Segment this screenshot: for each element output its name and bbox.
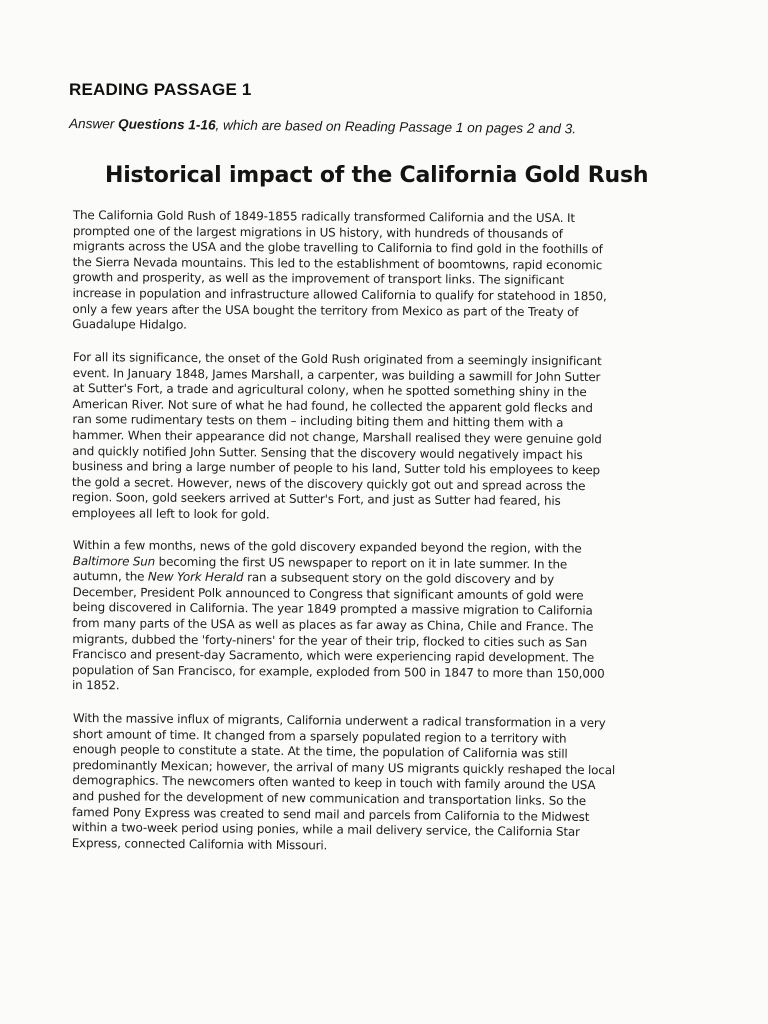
text-fragment: ran a subsequent story on the gold discovery and by xyxy=(243,570,555,587)
text-line: region. Soon, gold seekers arrived at Sutter's Fort, and just as Sutter had feared, his xyxy=(71,490,561,508)
paragraph-4 xyxy=(72,711,685,857)
text-line: and pushed for the development of new communication and transportation links. So the xyxy=(72,789,587,809)
newspaper-name-herald: New York Herald xyxy=(147,569,244,585)
section-heading: READING PASSAGE 1 xyxy=(69,80,252,99)
text-line: predominantly Mexican; however, the arrival of many US migrants quickly reshaped the local xyxy=(72,757,616,778)
text-line: business and bring a large number of people to his land, Sutter told his employees to keep xyxy=(72,458,601,478)
text-line: Guadalupe Hidalgo. xyxy=(72,317,187,332)
text-line: only a few years after the USA bought the territory from Mexico as part of the Treaty of xyxy=(72,301,579,319)
text-line: within a two-week period using ponies, while a mail delivery service, the California Star xyxy=(71,820,580,840)
text-line: Within a few months, news of the gold discovery expanded beyond the region, with the xyxy=(72,538,582,556)
text-line: and quickly notified John Sutter. Sensing that the discovery would negatively impact his xyxy=(72,443,583,462)
text-line: Express, connected California with Missouri. xyxy=(71,835,328,853)
paragraph-1 xyxy=(72,208,685,336)
text-line: employees all left to look for gold. xyxy=(71,505,270,522)
text-line: being discovered in California. The year 1849 prompted a massive migration to California xyxy=(72,600,593,619)
text-line: migrants, dubbed the 'forty-niners' for the year of their trip, flocked to cities such as San xyxy=(72,631,588,650)
text-line: With the massive influx of migrants, California underwent a radical transformation in a very xyxy=(72,711,606,731)
text-line: enough people to constitute a state. At the time, the population of California was still xyxy=(72,742,568,762)
text-line: population of San Francisco, for example, exploded from 500 in 1847 to more than 150,000 xyxy=(72,663,605,681)
article-body xyxy=(73,208,685,869)
text-line: growth and prosperity, as well as the improvement of transport links. The significant xyxy=(72,270,564,288)
text-line: ran some rudimentary tests on them – including biting them and hitting them with a xyxy=(72,412,564,430)
text-line: December, President Polk announced to Congress that significant amounts of gold were xyxy=(72,585,584,603)
text-line: prompted one of the largest migrations in US history, with hundreds of thousands of xyxy=(72,223,563,241)
instruction-post: , which are based on Reading Passage 1 on pages 2 and 3. xyxy=(215,117,577,137)
text-line: the gold a secret. However, news of the discovery quickly got out and spread across the xyxy=(71,474,586,493)
text-line: event. In January 1848, James Marshall, a carpenter, was building a sawmill for John Sutter xyxy=(72,365,601,384)
text-line: hammer. When their appearance did not change, Marshall realised they were genuine gold xyxy=(72,427,602,446)
article-title: Historical impact of the California Gold Rush xyxy=(105,163,649,188)
paragraph-3 xyxy=(72,538,685,698)
instruction-line xyxy=(69,116,576,136)
instruction-pre: Answer xyxy=(68,116,119,132)
text-line: For all its significance, the onset of the Gold Rush originated from a seemingly insignificant xyxy=(72,349,602,368)
text-line: demographics. The newcomers often wanted to keep in touch with family around the USA xyxy=(72,773,596,793)
text-line: famed Pony Express was created to send mail and parcels from California to the Midwest xyxy=(71,804,590,824)
text-line: Francisco and present-day Sacramento, which were experiencing rapid development. The xyxy=(72,647,595,666)
text-line: short amount of time. It changed from a sparsely populated region to a territory with xyxy=(72,726,567,746)
text-line: The California Gold Rush of 1849-1855 radically transformed California and the USA. It xyxy=(72,208,575,226)
paragraph-2 xyxy=(72,350,685,526)
text-line: American River. Not sure of what he had found, he collected the apparent gold flecks and xyxy=(72,396,593,415)
text-fragment: autumn, the xyxy=(72,569,148,584)
text-line: the Sierra Nevada mountains. This led to the establishment of boomtowns, rapid economic xyxy=(72,254,603,273)
text-line: in 1852. xyxy=(71,678,120,693)
text-line: from many parts of the USA as well as places as far away as China, Chile and France. The xyxy=(72,616,594,634)
text-line: migrants across the USA and the globe travelling to California to find gold in the foothills of xyxy=(72,239,603,257)
instruction-questions: Questions 1-16 xyxy=(118,116,216,133)
text-line: increase in population and infrastructure allowed California to qualify for statehood in 1850, xyxy=(72,285,607,304)
text-fragment: becoming the first US newspaper to report on it in late summer. In the xyxy=(155,554,568,572)
text-line: at Sutter's Fort, a trade and agricultural colony, when he spotted something shiny in the xyxy=(72,380,587,399)
newspaper-name-baltimore: Baltimore Sun xyxy=(72,553,156,569)
